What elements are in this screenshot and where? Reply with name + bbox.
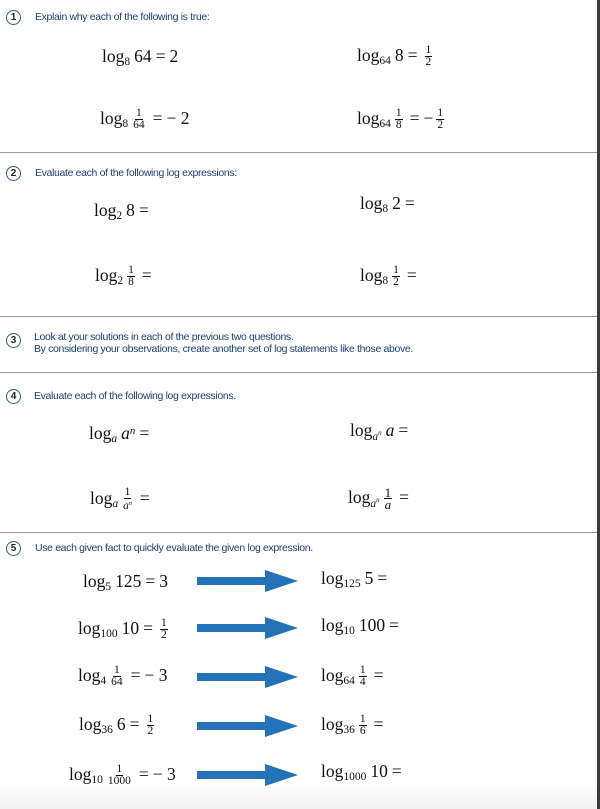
log-text: log [89, 423, 112, 443]
numerator: 1 [393, 264, 399, 276]
argument-fraction [122, 487, 133, 512]
given-fact [79, 713, 157, 736]
log-text: log [350, 420, 373, 440]
log-argument: 5 [364, 568, 374, 588]
log-base: 4 [100, 674, 107, 687]
equals-sign: = [141, 265, 152, 285]
log-text: log [357, 108, 380, 128]
numerator: 1 [147, 713, 154, 725]
equation [102, 46, 178, 67]
denominator: 1000 [107, 775, 131, 787]
equation [348, 485, 413, 512]
log-text: log [321, 665, 344, 685]
argument-fraction [110, 665, 124, 688]
right-arrow-icon [197, 569, 299, 593]
log-text: log [100, 108, 123, 128]
target-expression [321, 615, 403, 636]
result-fraction [147, 714, 155, 737]
question-number-badge: 1 [6, 10, 21, 25]
denominator: 2 [147, 725, 154, 737]
equals-sign: = [145, 571, 156, 591]
right-arrow-icon [197, 714, 299, 738]
log-base: 5 [105, 580, 112, 593]
argument-fraction [132, 108, 146, 131]
log-argument: 2 [392, 193, 401, 213]
argument-fraction [395, 108, 403, 131]
result-fraction [436, 108, 444, 131]
argument-exponent: n [129, 424, 136, 437]
log-text: log [79, 714, 102, 734]
log-base: 100 [100, 627, 118, 640]
log-base: a [111, 432, 118, 445]
given-fact [78, 617, 171, 640]
target-expression [321, 761, 406, 782]
denominator: 64 [133, 119, 145, 131]
result: 3 [159, 571, 168, 591]
numerator: 1 [437, 107, 444, 119]
numerator: 1 [161, 617, 167, 629]
right-arrow-icon [197, 763, 299, 787]
equals-sign: = [373, 714, 384, 734]
log-base: a [370, 497, 377, 510]
log-argument: a [385, 420, 395, 440]
numerator: 1 [124, 486, 131, 498]
numerator: 1 [114, 664, 120, 676]
given-fact [78, 664, 168, 687]
numerator: 1 [395, 107, 402, 119]
equals-sign: = [130, 665, 141, 685]
question-number-badge: 3 [6, 333, 21, 348]
section-divider [0, 372, 597, 373]
target-expression [321, 713, 388, 736]
argument-fraction [359, 665, 367, 688]
result: − 3 [152, 764, 176, 784]
denominator: 2 [437, 119, 444, 131]
log-base: 36 [343, 723, 355, 736]
log-base: 8 [124, 55, 131, 68]
equation [89, 423, 153, 444]
denominator: 2 [425, 56, 432, 68]
log-text: log [348, 487, 371, 507]
log-base: 8 [382, 202, 389, 215]
denominator: 4 [359, 676, 366, 688]
equals-sign: = [399, 487, 409, 507]
section-divider [0, 152, 597, 153]
log-text: log [357, 45, 380, 65]
instruction-line-2: By considering your observations, create another set of log statements like those above. [34, 343, 413, 355]
denominator: 6 [359, 725, 366, 737]
denominator: 8 [128, 276, 134, 288]
question-1-header [6, 10, 209, 25]
question-number-badge: 2 [6, 166, 21, 181]
equals-sign: = [398, 420, 409, 440]
denominator: a [384, 497, 392, 512]
log-argument: 125 [115, 571, 142, 591]
equals-sign: = [139, 488, 150, 508]
log-base: 2 [117, 274, 124, 287]
log-text: log [102, 46, 125, 66]
equation [350, 420, 412, 441]
log-argument: 10 [121, 618, 140, 638]
right-arrow-icon [197, 665, 299, 689]
denominator: 2 [393, 276, 399, 288]
numerator: 1 [359, 713, 366, 725]
question-instruction [34, 330, 413, 355]
log-argument: 6 [116, 714, 126, 734]
equation [94, 200, 153, 221]
equals-sign: = [139, 423, 150, 443]
equation [360, 193, 419, 214]
log-base: 64 [379, 54, 391, 67]
question-number-badge: 5 [6, 541, 21, 556]
argument-fraction [107, 764, 132, 787]
argument-fraction [392, 265, 400, 288]
log-argument: a [121, 423, 130, 443]
log-text: log [94, 200, 117, 220]
instruction-line-1: Look at your solutions in each of the previous two questions. [34, 331, 294, 343]
log-base: 8 [122, 117, 129, 130]
equals-sign: = [389, 615, 399, 635]
base-exponent: n [378, 428, 382, 437]
numerator: 1 [128, 264, 134, 276]
log-base: 64 [343, 674, 355, 687]
log-base: a [112, 497, 119, 510]
log-text: log [321, 761, 344, 781]
denominator: 64 [111, 676, 123, 688]
log-text: log [360, 193, 383, 213]
question-2-header [6, 166, 237, 181]
equation [357, 107, 447, 130]
log-base: 2 [116, 209, 123, 222]
log-text: log [78, 618, 101, 638]
log-argument: 8 [126, 200, 135, 220]
log-base: a [372, 430, 379, 443]
denominator: a [123, 500, 129, 512]
base-exponent: n [376, 495, 380, 504]
log-base: 125 [343, 577, 361, 590]
equals-sign: = [406, 265, 417, 285]
result-fraction [160, 618, 168, 641]
log-text: log [78, 665, 101, 685]
question-5-header [6, 541, 313, 556]
log-argument: 8 [394, 45, 404, 65]
log-base: 10 [91, 773, 103, 786]
equals-sign: = [409, 108, 420, 128]
argument-fraction [359, 714, 367, 737]
log-text: log [360, 265, 383, 285]
question-number-badge: 4 [6, 389, 21, 404]
section-divider [0, 316, 597, 317]
target-expression [321, 664, 388, 687]
log-argument: 100 [358, 615, 386, 635]
equals-sign: = [155, 46, 166, 66]
numerator: 1 [425, 44, 432, 56]
log-text: log [90, 488, 113, 508]
log-text: log [321, 714, 344, 734]
question-3-header [6, 330, 413, 355]
equation [100, 107, 190, 130]
denominator: 8 [395, 119, 402, 131]
question-instruction: Use each given fact to quickly evaluate the given log expression. [35, 542, 313, 554]
log-text: log [83, 571, 106, 591]
log-text: log [321, 615, 344, 635]
equation [357, 44, 435, 67]
minus-sign: − [423, 108, 434, 128]
given-fact [83, 571, 168, 592]
result: − 2 [166, 108, 190, 128]
equals-sign: = [373, 665, 384, 685]
log-base: 36 [101, 723, 113, 736]
equation [360, 264, 421, 287]
equation [95, 264, 156, 287]
equals-sign: = [143, 618, 153, 638]
equals-sign: = [377, 568, 388, 588]
question-instruction: Evaluate each of the following log expressions. [34, 390, 236, 402]
argument-fraction [127, 265, 135, 288]
log-base: 64 [379, 117, 391, 130]
log-text: log [95, 265, 118, 285]
log-base: 8 [382, 274, 389, 287]
equals-sign: = [152, 108, 163, 128]
log-argument: 64 [134, 46, 152, 66]
result: − 3 [144, 665, 168, 685]
numerator: 1 [116, 763, 123, 775]
equals-sign: = [129, 714, 140, 734]
argument-fraction [384, 487, 393, 510]
equals-sign: = [404, 193, 415, 213]
section-divider [0, 532, 597, 533]
given-fact [69, 763, 176, 786]
equals-sign: = [138, 764, 149, 784]
numerator: 1 [136, 107, 142, 119]
result: 2 [169, 46, 179, 66]
question-instruction: Evaluate each of the following log expressions: [35, 167, 237, 179]
question-4-header [6, 389, 236, 404]
log-base: 10 [343, 624, 355, 637]
equals-sign: = [407, 45, 418, 65]
numerator: 1 [384, 485, 392, 500]
log-argument: 10 [370, 761, 388, 781]
log-base: 1000 [343, 770, 367, 783]
result-fraction [425, 45, 433, 68]
target-expression [321, 568, 391, 589]
numerator: 1 [359, 664, 366, 676]
denominator: 2 [161, 629, 167, 641]
equals-sign: = [138, 200, 149, 220]
equation [90, 486, 154, 511]
equals-sign: = [391, 761, 402, 781]
right-arrow-icon [197, 616, 299, 640]
question-instruction: Explain why each of the following is true: [35, 11, 210, 23]
log-text: log [321, 568, 344, 588]
denominator-exponent: n [128, 501, 132, 507]
log-text: log [69, 764, 92, 784]
